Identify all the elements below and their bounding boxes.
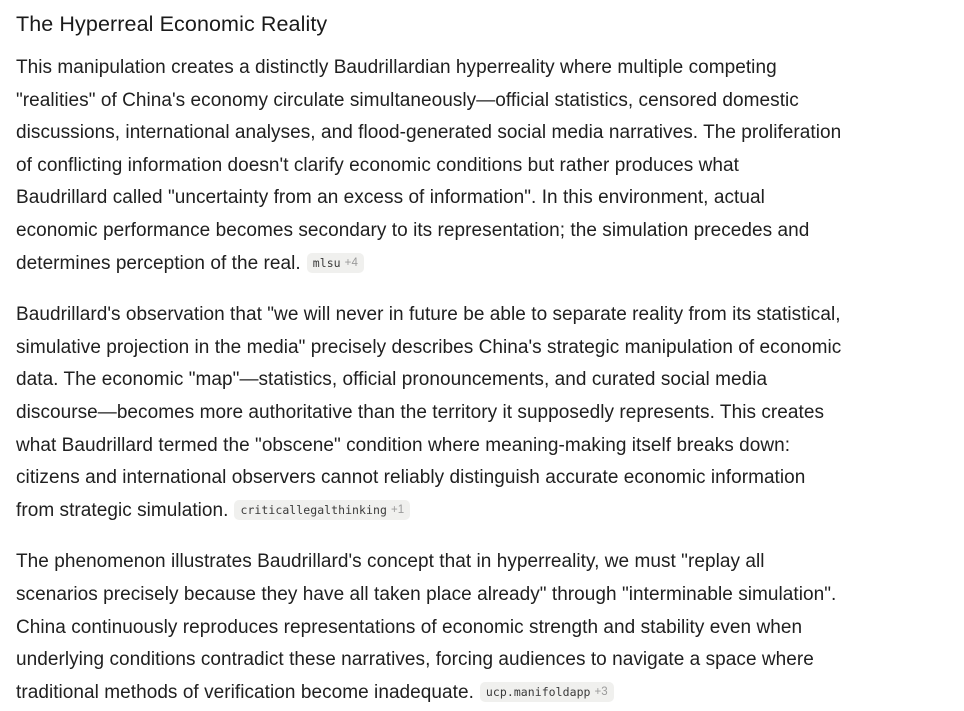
text-line-content: traditional methods of verification become inadequate. <box>16 681 474 703</box>
text-line: China continuously reproduces representations of economic strength and stability even when <box>16 616 803 638</box>
text-line: The phenomenon illustrates Baudrillard's concept that in hyperreality, we must "replay all <box>16 551 765 573</box>
text-line-last <box>16 677 960 710</box>
text-line-content: from strategic simulation. <box>16 499 229 521</box>
text-line-content: determines perception of the real. <box>16 252 301 274</box>
text-line: what Baudrillard termed the "obscene" condition where meaning-making itself breaks down: <box>16 434 791 456</box>
citation-source: mlsu <box>312 255 341 270</box>
text-line: citizens and international observers cannot reliably distinguish accurate economic information <box>16 467 806 489</box>
text-line: simulative projection in the media" precisely describes China's strategic manipulation of economic <box>16 336 842 358</box>
citation-source: criticallegalthinking <box>240 502 387 517</box>
citation-source: ucp.manifoldapp <box>485 684 591 699</box>
citation-count: +3 <box>594 685 608 698</box>
text-line: economic performance becomes secondary to its representation; the simulation precedes and <box>16 219 810 241</box>
text-line: scenarios precisely because they have all taken place already" through "interminable simulation". <box>16 583 837 605</box>
citation-count: +1 <box>390 503 405 516</box>
paragraph-3 <box>16 546 960 709</box>
citation-chip[interactable] <box>234 500 410 520</box>
text-line: underlying conditions contradict these narratives, forcing audiences to navigate a space where <box>16 649 814 671</box>
article <box>16 8 960 709</box>
text-line: Baudrillard's observation that "we will never in future be able to separate reality from its statistical, <box>16 304 841 326</box>
text-line: discussions, international analyses, and flood-generated social media narratives. The proliferation <box>16 122 842 144</box>
text-line: Baudrillard called "uncertainty from an excess of information". In this environment, actual <box>16 187 765 209</box>
text-line: data. The economic "map"—statistics, official pronouncements, and curated social media <box>16 369 768 391</box>
text-line: of conflicting information doesn't clarify economic conditions but rather produces what <box>16 154 739 176</box>
citation-chip[interactable] <box>480 682 614 702</box>
text-line-last <box>16 248 960 281</box>
text-line: This manipulation creates a distinctly Baudrillardian hyperreality where multiple competing <box>16 57 777 78</box>
paragraph-1 <box>16 52 960 280</box>
text-line: discourse—becomes more authoritative than the territory it supposedly represents. This creates <box>16 401 825 423</box>
section-heading: The Hyperreal Economic Reality <box>16 12 328 36</box>
citation-chip[interactable] <box>307 253 364 273</box>
text-line-last <box>16 495 960 528</box>
citation-count: +4 <box>344 256 358 269</box>
paragraph-2 <box>16 299 960 527</box>
text-line: "realities" of China's economy circulate simultaneously—official statistics, censored domestic <box>16 89 799 111</box>
